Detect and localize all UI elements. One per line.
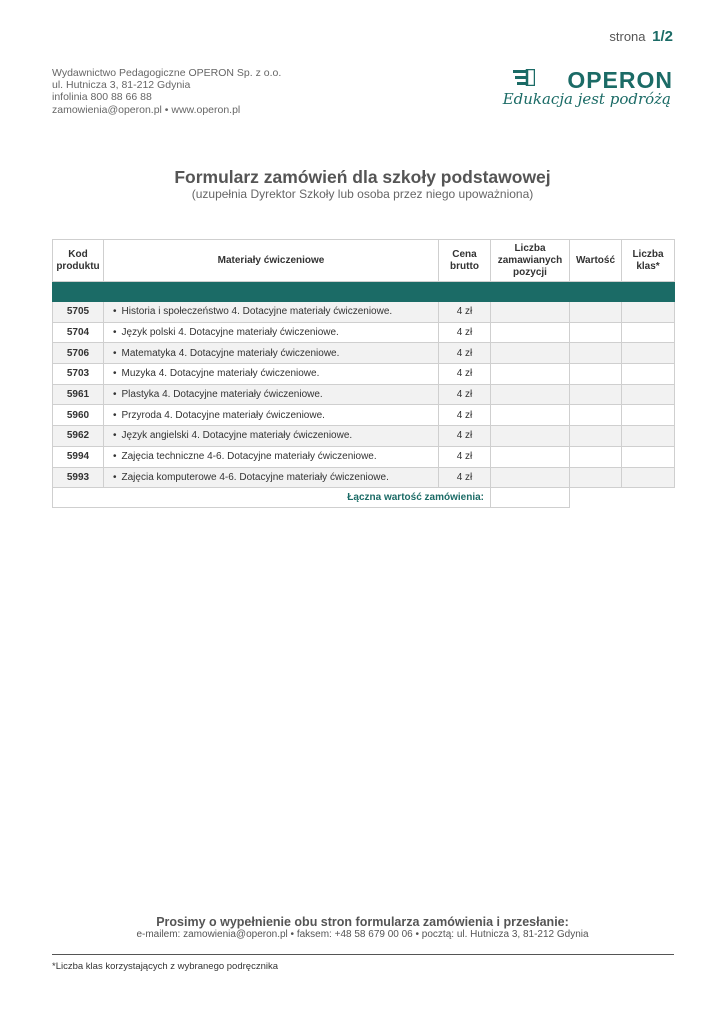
publisher-address: ul. Hutnicza 3, 81-212 Gdynia (52, 79, 191, 92)
material-name: Historia i społeczeństwo 4. Dotacyjne materiały ćwiczeniowe. (121, 306, 393, 318)
material-name: Zajęcia komputerowe 4-6. Dotacyjne materiały ćwiczeniowe. (121, 471, 389, 483)
total-value-field[interactable] (491, 488, 570, 508)
table-row (53, 384, 675, 405)
material-name: Plastyka 4. Dotacyjne materiały ćwiczeniowe. (121, 389, 323, 401)
form-subtitle: (uzupełnia Dyrektor Szkoły lub osoba przez niego upoważniona) (191, 187, 534, 201)
product-code: 5703 (53, 364, 104, 385)
publisher-name: Wydawnictwo Pedagogiczne OPERON Sp. z o.o. (52, 67, 282, 79)
classes-field[interactable] (622, 446, 675, 467)
quantity-field[interactable] (491, 426, 570, 447)
product-price: 4 zł (439, 302, 491, 323)
order-table (52, 239, 675, 508)
quantity-field[interactable] (491, 384, 570, 405)
quantity-field[interactable] (491, 343, 570, 364)
brand-slogan: Edukacja jest podróżą (502, 90, 671, 108)
material-name: Język polski 4. Dotacyjne materiały ćwiczeniowe. (121, 327, 339, 339)
page-label: strona (609, 29, 646, 44)
book-icon (513, 69, 535, 86)
product-code: 5962 (53, 426, 104, 447)
quantity-field[interactable] (491, 446, 570, 467)
bullet-marker: • (113, 389, 117, 401)
footnote: *Liczba klas korzystających z wybranego podręcznika (52, 961, 278, 972)
product-price: 4 zł (439, 446, 491, 467)
material-cell (104, 405, 439, 426)
product-code: 5961 (53, 384, 104, 405)
product-code: 5706 (53, 343, 104, 364)
bullet-marker: • (113, 368, 117, 380)
header-quantity: Liczba zamawianych pozycji (491, 240, 570, 282)
quantity-field[interactable] (491, 467, 570, 488)
classes-field[interactable] (622, 322, 675, 343)
table-row (53, 343, 675, 364)
table-header-row (53, 240, 675, 282)
product-price: 4 zł (439, 343, 491, 364)
table-row (53, 467, 675, 488)
material-cell (104, 426, 439, 447)
product-price: 4 zł (439, 364, 491, 385)
quantity-field[interactable] (491, 405, 570, 426)
table-row (53, 322, 675, 343)
material-name: Muzyka 4. Dotacyjne materiały ćwiczeniowe. (121, 368, 320, 380)
total-row (53, 488, 675, 508)
product-code: 5993 (53, 467, 104, 488)
classes-field[interactable] (622, 405, 675, 426)
material-name: Język angielski 4. Dotacyjne materiały ćwiczeniowe. (121, 430, 353, 442)
product-price: 4 zł (439, 405, 491, 426)
product-price: 4 zł (439, 384, 491, 405)
brand-name: OPERON (567, 67, 673, 93)
page-number (609, 28, 673, 45)
total-label: Łączna wartość zamówienia: (53, 488, 491, 508)
classes-field[interactable] (622, 343, 675, 364)
value-field[interactable] (570, 426, 622, 447)
bullet-marker: • (113, 306, 117, 318)
header-classes: Liczba klas* (622, 240, 675, 282)
publisher-contact: zamowienia@operon.pl • www.operon.pl (52, 103, 241, 116)
material-cell (104, 322, 439, 343)
page-number-value: 1/2 (652, 28, 673, 45)
material-cell (104, 364, 439, 385)
classes-field[interactable] (622, 384, 675, 405)
form-title: Formularz zamówień dla szkoły podstawowej (174, 167, 551, 187)
material-name: Matematyka 4. Dotacyjne materiały ćwiczeniowe. (121, 347, 340, 359)
total-blank (570, 488, 675, 508)
section-band-cell (53, 282, 675, 302)
value-field[interactable] (570, 446, 622, 467)
material-name: Przyroda 4. Dotacyjne materiały ćwiczeniowe. (121, 409, 325, 421)
material-cell (104, 446, 439, 467)
value-field[interactable] (570, 343, 622, 364)
product-code: 5705 (53, 302, 104, 323)
bullet-marker: • (113, 430, 117, 442)
header-price: Cena brutto (439, 240, 491, 282)
quantity-field[interactable] (491, 322, 570, 343)
classes-field[interactable] (622, 467, 675, 488)
footer-title: Prosimy o wypełnienie obu stron formularza zamówienia i przesłanie: (156, 915, 569, 929)
header-materials: Materiały ćwiczeniowe (104, 240, 439, 282)
table-row (53, 446, 675, 467)
material-name: Zajęcia techniczne 4-6. Dotacyjne materiały ćwiczeniowe. (121, 451, 377, 463)
bullet-marker: • (113, 409, 117, 421)
footer-divider (52, 954, 674, 955)
publisher-info (52, 67, 281, 116)
publisher-hotline: infolinia 800 88 66 88 (52, 91, 152, 104)
material-cell (104, 343, 439, 364)
value-field[interactable] (570, 467, 622, 488)
classes-field[interactable] (622, 364, 675, 385)
section-band (53, 282, 675, 302)
product-code: 5960 (53, 405, 104, 426)
material-cell (104, 302, 439, 323)
footer-contact: e-mailem: zamowienia@operon.pl • faksem: +48 58 679 00 06 • pocztą: ul. Hutnicza 3, 81-212 Gdynia (136, 929, 589, 940)
value-field[interactable] (570, 405, 622, 426)
classes-field[interactable] (622, 302, 675, 323)
bullet-marker: • (113, 327, 117, 339)
table-row (53, 405, 675, 426)
operon-logo (502, 64, 673, 114)
material-cell (104, 467, 439, 488)
product-code: 5704 (53, 322, 104, 343)
header-code: Kod produktu (53, 240, 104, 282)
table-row (53, 426, 675, 447)
product-price: 4 zł (439, 426, 491, 447)
product-price: 4 zł (439, 467, 491, 488)
bullet-marker: • (113, 347, 117, 359)
quantity-field[interactable] (491, 364, 570, 385)
material-cell (104, 384, 439, 405)
value-field[interactable] (570, 322, 622, 343)
value-field[interactable] (570, 364, 622, 385)
product-price: 4 zł (439, 322, 491, 343)
quantity-field[interactable] (491, 302, 570, 323)
header-value: Wartość (570, 240, 622, 282)
product-code: 5994 (53, 446, 104, 467)
value-field[interactable] (570, 384, 622, 405)
bullet-marker: • (113, 471, 117, 483)
table-row (53, 302, 675, 323)
classes-field[interactable] (622, 426, 675, 447)
table-row (53, 364, 675, 385)
value-field[interactable] (570, 302, 622, 323)
bullet-marker: • (113, 451, 117, 463)
